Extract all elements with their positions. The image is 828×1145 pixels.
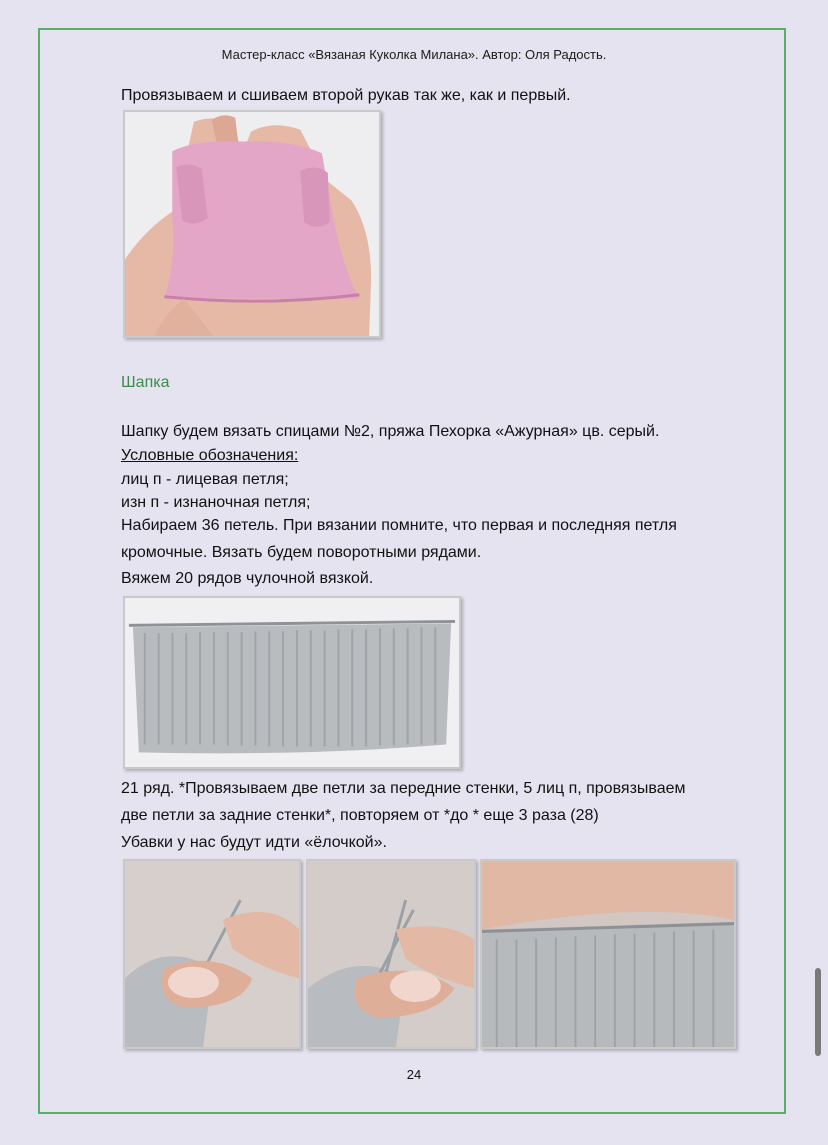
pink-dress-photo [123, 110, 381, 338]
cast-on-line-2: кромочные. Вязать будем поворотными рядами. [121, 544, 482, 561]
running-header: Мастер-класс «Вязаная Куколка Милана». Автор: Оля Радость. [221, 47, 607, 62]
grey-swatch-photo [123, 596, 461, 769]
legend-title: Условные обозначения: [121, 447, 299, 464]
knitting-step-photo-1 [123, 859, 301, 1049]
knitting-step-photo-3 [480, 859, 736, 1049]
legend-purl: изн п - изнаночная петля; [121, 494, 311, 511]
legend-knit: лиц п - лицевая петля; [121, 471, 289, 488]
sleeve-paragraph: Провязываем и сшиваем второй рукав так же, как и первый. [121, 87, 571, 104]
knitting-step-photo-2 [306, 859, 476, 1049]
cast-on-line-1: Набираем 36 петель. При вязании помните, что первая и последняя петля [121, 517, 677, 534]
section-heading-hat: Шапка [121, 374, 170, 391]
hat-intro-paragraph: Шапку будем вязать спицами №2, пряжа Пехорка «Ажурная» цв. серый. [121, 423, 660, 440]
page-number: 24 [406, 1067, 422, 1082]
scrollbar-thumb[interactable] [815, 968, 821, 1056]
row-21-line-1: 21 ряд. *Провязываем две петли за передние стенки, 5 лиц п, провязываем [121, 780, 686, 797]
decreases-paragraph: Убавки у нас будут идти «ёлочкой». [121, 834, 387, 851]
rows-20-paragraph: Вяжем 20 рядов чулочной вязкой. [121, 570, 374, 587]
row-21-line-2: две петли за задние стенки*, повторяем от *до * еще 3 раза (28) [121, 807, 599, 824]
